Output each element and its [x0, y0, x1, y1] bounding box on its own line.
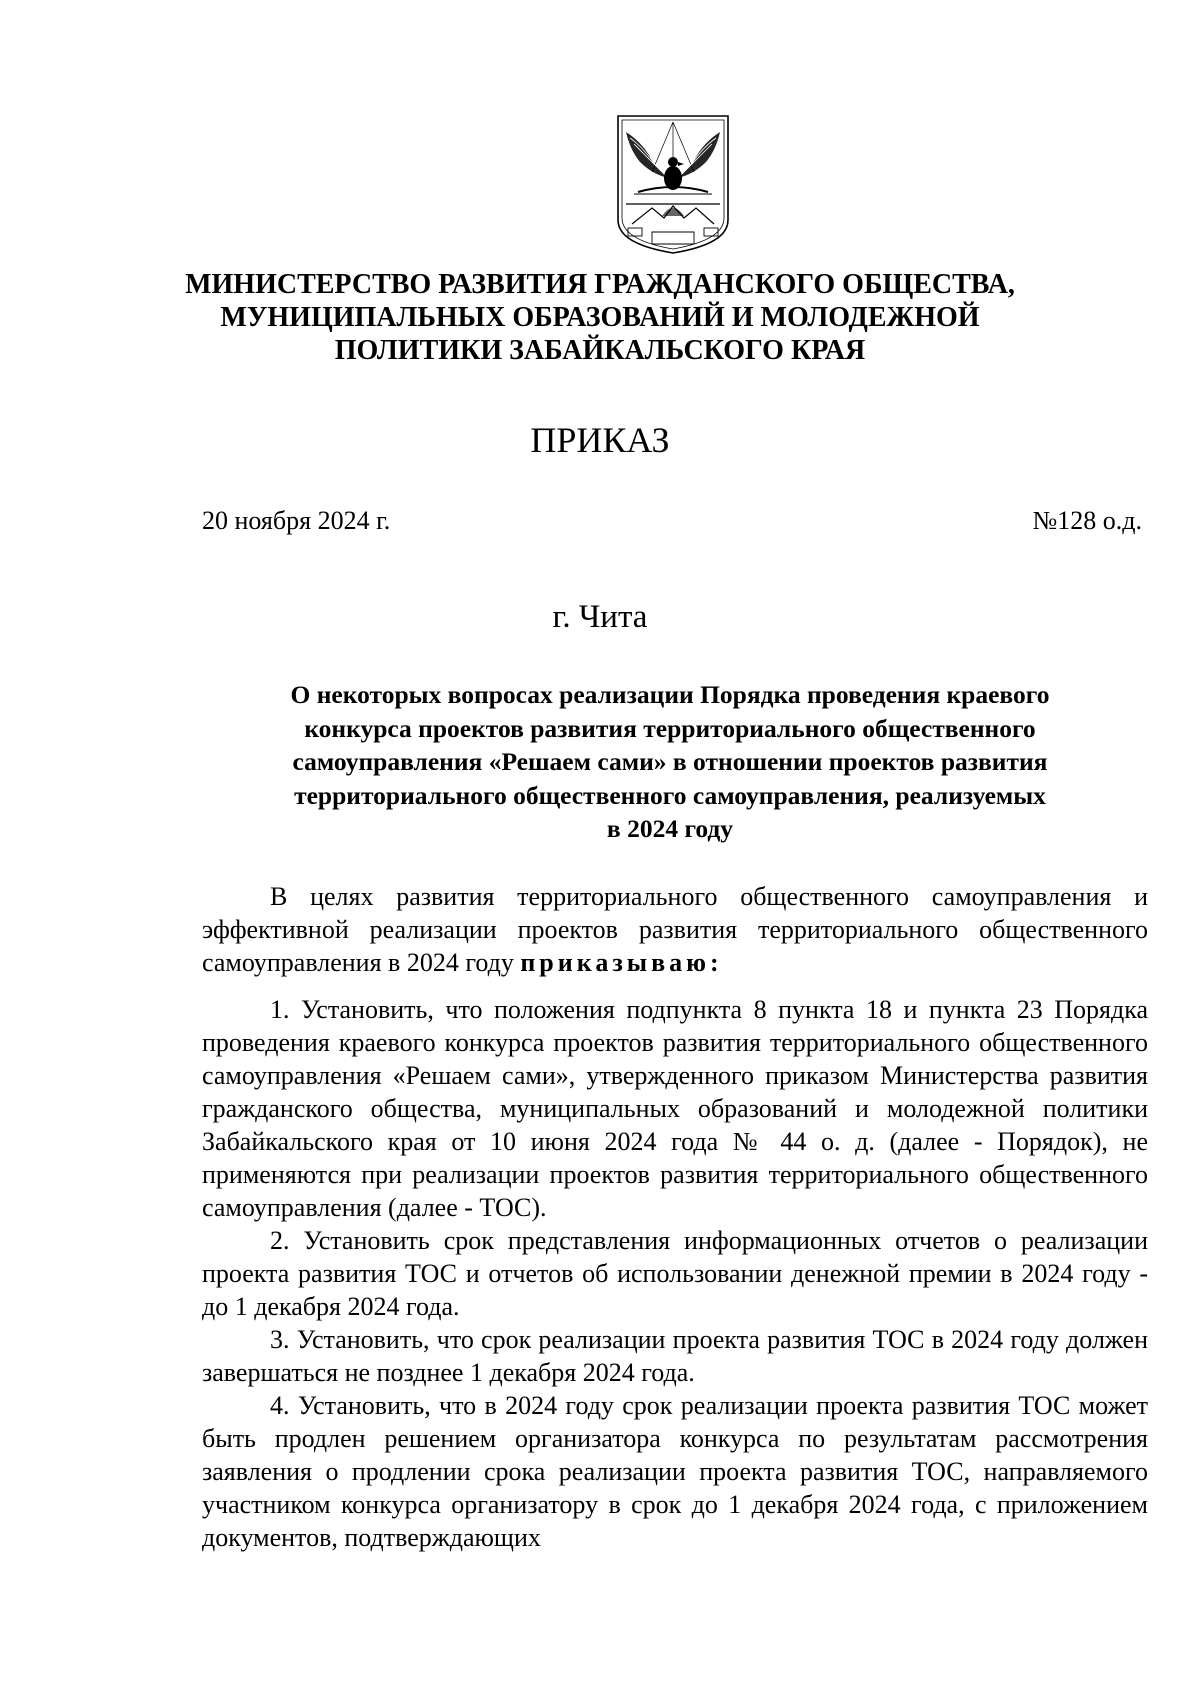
document-type: ПРИКАЗ [530, 420, 670, 460]
preamble-text: В целях развития территориального общественного самоуправления и эффективной реализации проектов развития территориального общественного самоуправления в 2024 году [202, 882, 1148, 977]
ministry-title-line: ПОЛИТИКИ ЗАБАЙКАЛЬСКОГО КРАЯ [334, 335, 866, 366]
subject-line: в 2024 году [606, 814, 734, 843]
document-subject [200, 678, 1140, 846]
coat-of-arms-icon [612, 112, 734, 257]
ministry-title-line: МУНИЦИПАЛЬНЫХ ОБРАЗОВАНИЙ И МОЛОДЕЖНОЙ [220, 302, 980, 333]
preamble-paragraph [202, 880, 1148, 979]
document-date: 20 ноября 2024 г. [202, 506, 391, 535]
document-city: г. Чита [552, 599, 648, 635]
order-item: 1. Установить, что положения подпункта 8 пункта 18 и пункта 23 Порядка проведения краевого конкурса проектов развития территориального общественного самоуправления «Решаем сами», утвержденного приказом Министерства развития гражданского общества, муниципальных образований и молодежной политики Забайкальского края от 10 июня 2024 года № 44 о. д. (далее - Порядок), не применяются при реализации проектов развития территориального общественного самоуправления (далее - ТОС). [202, 995, 1148, 1222]
subject-line: конкурса проектов развития территориального общественного [304, 713, 1036, 743]
document-number: №128 о.д. [1032, 506, 1142, 535]
subject-line: территориального общественного самоуправления, реализуемых [294, 780, 1046, 810]
ministry-title [100, 268, 1100, 367]
order-item: 3. Установить, что срок реализации проекта развития ТОС в 2024 году должен завершаться не позднее 1 декабря 2024 года. [202, 1325, 1148, 1387]
order-item: 4. Установить, что в 2024 году срок реализации проекта развития ТОС может быть продлен решением организатора конкурса по результатам рассмотрения заявления о продлении срока реализации проекта развития ТОС, направляемого участником конкурса организатору в срок до 1 декабря 2024 года, с приложением документов, подтверждающих [202, 1391, 1148, 1552]
subject-line: О некоторых вопросах реализации Порядка проведения краевого [290, 680, 1050, 709]
order-item: 2. Установить срок представления информационных отчетов о реализации проекта развития ТОС и отчетов об использовании денежной премии в 2024 году - до 1 декабря 2024 года. [202, 1226, 1148, 1321]
ministry-title-line: МИНИСТЕРСТВО РАЗВИТИЯ ГРАЖДАНСКОГО ОБЩЕСТВА, [185, 269, 1015, 300]
subject-line: самоуправления «Решаем сами» в отношении проектов развития [292, 747, 1048, 776]
order-word: приказываю: [520, 948, 723, 977]
document-body [202, 880, 1148, 1554]
